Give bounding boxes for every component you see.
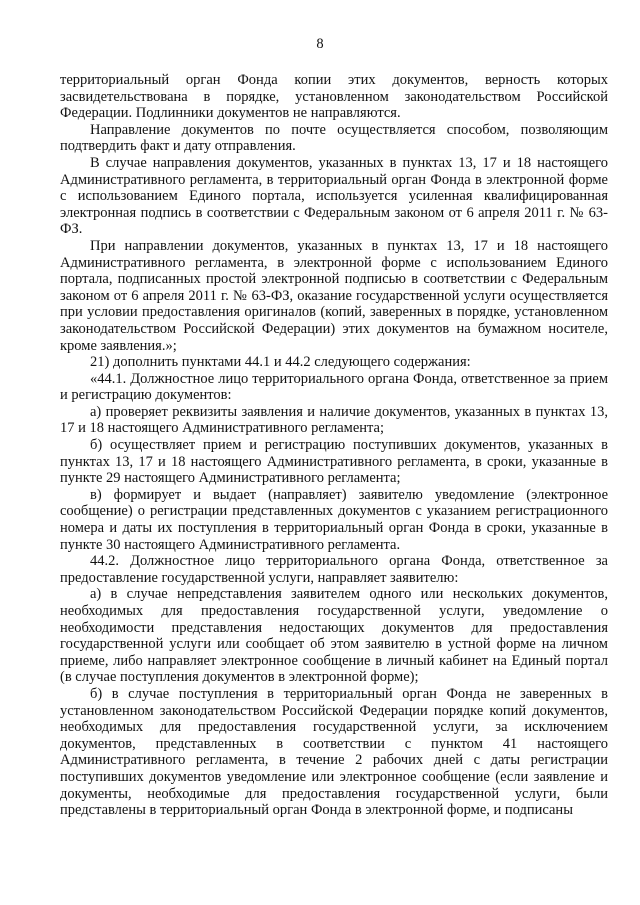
document-body xyxy=(60,72,608,819)
paragraph: территориальный орган Фонда копии этих документов, верность которых засвидетельствована в порядке, установленном законодательством Российской Федерации. Подлинники документов не направляются. xyxy=(60,72,608,122)
page-number: 8 xyxy=(316,36,324,52)
paragraph: б) в случае поступления в территориальный орган Фонда не заверенных в установленном законодательством Российской Федерации порядке копий документов, необходимых для предоставления государственной услуги, за исключением документов, представленных в соответствии с пунктом 41 настоящего Административного регламента, в течение 2 рабочих дней с даты регистрации поступивших документов уведомление или электронное сообщение (если заявление и документы, необходимые для предоставления государственной услуги, были представлены в территориальный орган Фонда в электронной форме, и подписаны xyxy=(60,685,608,819)
paragraph: При направлении документов, указанных в пунктах 13, 17 и 18 настоящего Административного регламента, в электронной форме с использованием Единого портала, подписанных простой электронной подписью в соответствии с Федеральным законом от 6 апреля 2011 г. № 63-ФЗ, оказание государственной услуги осуществляется при условии предоставления оригиналов (копий, заверенных в порядке, установленном законодательством Российской Федерации) этих документов на бумажном носителе, кроме заявления.»; xyxy=(60,237,608,354)
paragraph: а) проверяет реквизиты заявления и наличие документов, указанных в пунктах 13, 17 и 18 настоящего Административного регламента; xyxy=(60,403,608,437)
paragraph: б) осуществляет прием и регистрацию поступивших документов, указанных в пунктах 13, 17 и 18 настоящего Административного регламента, в сроки, указанные в пункте 29 настоящего Административного регламента; xyxy=(60,437,608,487)
paragraph: «44.1. Должностное лицо территориального органа Фонда, ответственное за прием и регистрацию документов: xyxy=(60,370,608,404)
paragraph: а) в случае непредставления заявителем одного или нескольких документов, необходимых для предоставления государственной услуги, уведомление о необходимости представления недостающих документов для предоставления государственной услуги или сообщает об этом заявителю в устной форме на личном приеме, либо направляет электронное сообщение в личный кабинет на Единый портал (в случае поступления документов в электронной форме); xyxy=(60,586,608,686)
paragraph: в) формирует и выдает (направляет) заявителю уведомление (электронное сообщение) о регистрации представленных документов с указанием регистрационного номера и даты их поступления в территориальный орган Фонда в сроки, указанные в пункте 30 настоящего Административного регламента. xyxy=(60,486,608,553)
paragraph: 21) дополнить пунктами 44.1 и 44.2 следующего содержания: xyxy=(90,354,471,371)
paragraph: В случае направления документов, указанных в пунктах 13, 17 и 18 настоящего Административного регламента, в территориальный орган Фонда в электронной форме с использованием Единого портала, используется усиленная квалифицированная электронная подпись в соответствии с Федеральным законом от 6 апреля 2011 г. № 63-ФЗ. xyxy=(60,154,608,238)
paragraph: Направление документов по почте осуществляется способом, позволяющим подтвердить факт и дату отправления. xyxy=(60,121,608,155)
paragraph: 44.2. Должностное лицо территориального органа Фонда, ответственное за предоставление государственной услуги, направляет заявителю: xyxy=(60,553,608,586)
